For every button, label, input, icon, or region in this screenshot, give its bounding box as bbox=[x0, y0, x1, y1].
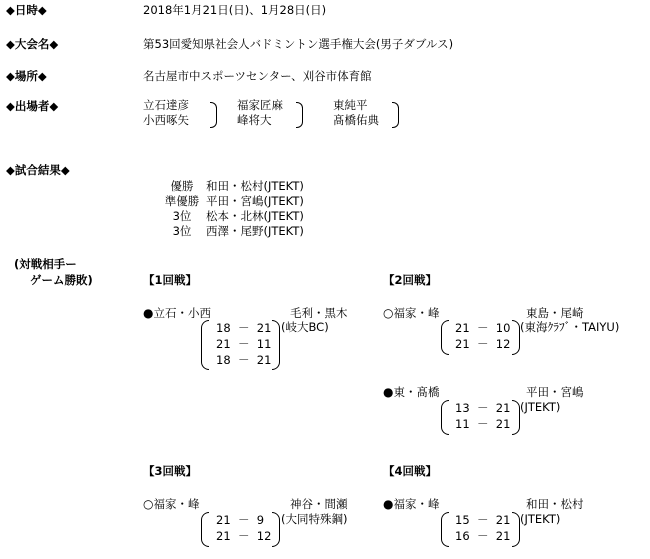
round-2-title: 【2回戦】 bbox=[383, 273, 438, 287]
r2-m2-right-bracket bbox=[512, 400, 520, 435]
round-1-title: 【1回戦】 bbox=[143, 273, 198, 287]
r4-m1-our-names: 福家・峰 bbox=[393, 497, 440, 511]
r1-m1-opp: 毛利・黒木 bbox=[290, 306, 348, 320]
loss-mark-icon: ● bbox=[383, 497, 394, 511]
event-value: 第53回愛知県社会人バドミントン選手権大会(男子ダブルス) bbox=[143, 37, 454, 51]
r4-m1-left-bracket bbox=[441, 512, 449, 547]
r4-m1-opp: 和田・松村 bbox=[526, 497, 584, 511]
opponents-heading-1: (対戦相手ー bbox=[14, 257, 77, 271]
r2-m2-game-1: 13 － 21 bbox=[455, 401, 511, 415]
loss-mark-icon: ● bbox=[143, 306, 154, 320]
r2-m1-our bbox=[383, 307, 439, 321]
r3-m1-game-2: 21 － 12 bbox=[216, 529, 272, 543]
results-label: ◆試合結果◆ bbox=[6, 163, 70, 177]
player-pair-3-a: 東純平 bbox=[333, 98, 368, 112]
r2-m1-opp-team: (東海ｸﾗﾌﾞ・TAIYU) bbox=[520, 320, 620, 334]
result-names-2: 平田・宮嶋(JTEKT) bbox=[206, 194, 304, 208]
r2-m1-game-2: 21 － 12 bbox=[455, 337, 511, 351]
r2-m2-game-2: 11 － 21 bbox=[455, 417, 511, 431]
venue-value: 名古屋市中スポーツセンター、刈谷市体育館 bbox=[143, 69, 372, 83]
r4-m1-game-1: 15 － 21 bbox=[455, 513, 511, 527]
opponents-heading-2: ゲーム勝敗) bbox=[30, 273, 93, 287]
event-label: ◆大会名◆ bbox=[6, 37, 59, 51]
r2-m2-our bbox=[383, 386, 439, 400]
r3-m1-left-bracket bbox=[201, 512, 209, 547]
venue-label: ◆場所◆ bbox=[6, 69, 47, 83]
result-names-3: 松本・北林(JTEKT) bbox=[206, 209, 304, 223]
r2-m2-opp: 平田・宮嶋 bbox=[526, 385, 584, 399]
r3-m1-our-names: 福家・峰 bbox=[153, 497, 200, 511]
r3-m1-right-bracket bbox=[272, 512, 280, 547]
r3-m1-game-1: 21 － 9 bbox=[216, 513, 265, 527]
players-label: ◆出場者◆ bbox=[6, 99, 59, 113]
r4-m1-our bbox=[383, 498, 439, 512]
r2-m1-right-bracket bbox=[512, 320, 520, 355]
r4-m1-game-2: 16 － 21 bbox=[455, 529, 511, 543]
player-pair-1-b: 小西啄矢 bbox=[143, 113, 189, 127]
result-rank-2: 準優勝 bbox=[164, 194, 200, 208]
result-names-4: 西澤・尾野(JTEKT) bbox=[206, 224, 304, 238]
player-pair-2-b: 峰将大 bbox=[237, 113, 272, 127]
r1-m1-our-names: 立石・小西 bbox=[153, 306, 211, 320]
r3-m1-our bbox=[143, 498, 199, 512]
date-label: ◆日時◆ bbox=[6, 3, 47, 17]
r2-m1-our-names: 福家・峰 bbox=[393, 306, 440, 320]
r1-m1-our bbox=[143, 307, 211, 321]
r2-m1-game-1: 21 － 10 bbox=[455, 321, 511, 335]
pair-3-bracket bbox=[392, 102, 399, 128]
r4-m1-right-bracket bbox=[512, 512, 520, 547]
r1-m1-opp-team: (岐大BC) bbox=[281, 320, 329, 334]
result-rank-4: 3位 bbox=[172, 224, 192, 238]
player-pair-2-a: 福家匠麻 bbox=[237, 98, 283, 112]
r3-m1-opp-team: (大同特殊鋼) bbox=[281, 512, 348, 526]
pair-2-bracket bbox=[296, 102, 303, 128]
date-value: 2018年1月21日(日)、1月28日(日) bbox=[143, 3, 327, 17]
r2-m2-left-bracket bbox=[441, 400, 449, 435]
r1-m1-game-2: 21 － 11 bbox=[216, 337, 272, 351]
r2-m1-left-bracket bbox=[441, 320, 449, 355]
round-3-title: 【3回戦】 bbox=[143, 464, 198, 478]
win-mark-icon: ○ bbox=[143, 497, 154, 511]
win-mark-icon: ○ bbox=[383, 306, 394, 320]
loss-mark-icon: ● bbox=[383, 385, 394, 399]
r1-m1-left-bracket bbox=[201, 320, 209, 370]
r1-m1-game-1: 18 － 21 bbox=[216, 321, 272, 335]
result-rank-1: 優勝 bbox=[170, 179, 194, 193]
result-names-1: 和田・松村(JTEKT) bbox=[206, 179, 304, 193]
round-4-title: 【4回戦】 bbox=[383, 464, 438, 478]
result-rank-3: 3位 bbox=[172, 209, 192, 223]
player-pair-1-a: 立石達彦 bbox=[143, 98, 189, 112]
r4-m1-opp-team: (JTEKT) bbox=[520, 512, 561, 526]
r3-m1-opp: 神谷・間瀬 bbox=[290, 497, 348, 511]
r1-m1-game-3: 18 － 21 bbox=[216, 353, 272, 367]
r2-m1-opp: 東島・尾崎 bbox=[526, 306, 584, 320]
r2-m2-our-names: 東・髙橋 bbox=[393, 385, 440, 399]
player-pair-3-b: 髙橋佑典 bbox=[333, 113, 379, 127]
r2-m2-opp-team: (JTEKT) bbox=[520, 400, 561, 414]
r1-m1-right-bracket bbox=[272, 320, 280, 370]
pair-1-bracket bbox=[210, 102, 217, 128]
